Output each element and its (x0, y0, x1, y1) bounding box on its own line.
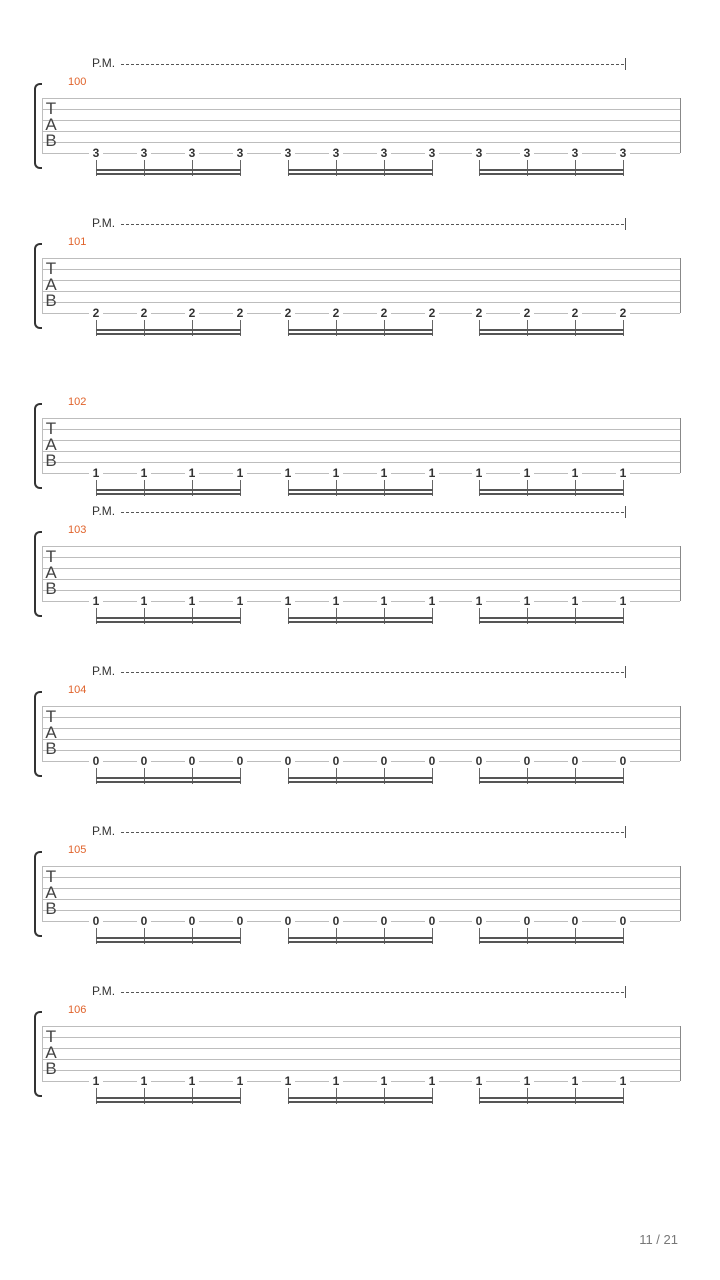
string-line (42, 910, 680, 911)
fret-number: 3 (185, 147, 199, 159)
palm-mute-label: P.M. (92, 984, 116, 998)
fret-number: 2 (329, 307, 343, 319)
bar-number: 105 (68, 844, 87, 856)
tab-clef-letter: B (45, 579, 57, 598)
tab-clef-letter: T (45, 419, 57, 438)
palm-mute-label: P.M. (92, 824, 116, 838)
tab-staff (38, 418, 682, 474)
fret-number: 0 (520, 915, 534, 927)
note-beam (288, 173, 433, 175)
tab-clef-letter: A (45, 723, 57, 742)
fret-number: 1 (329, 1075, 343, 1087)
tab-clef-letter: A (45, 275, 57, 294)
note-beam (479, 1101, 624, 1103)
tab-clef (44, 1029, 58, 1077)
string-line (42, 899, 680, 900)
string-line (42, 302, 680, 303)
note-beam (288, 169, 433, 171)
fret-number: 0 (89, 915, 103, 927)
fret-number: 1 (472, 595, 486, 607)
tab-clef-letter: A (45, 883, 57, 902)
fret-number: 3 (233, 147, 247, 159)
string-line (42, 706, 680, 707)
note-beam (96, 1097, 241, 1099)
tab-clef (44, 421, 58, 469)
note-beam (479, 493, 624, 495)
barline-start (42, 98, 43, 153)
fret-number: 0 (425, 755, 439, 767)
palm-mute-label: P.M. (92, 216, 116, 230)
fret-number: 1 (377, 467, 391, 479)
note-beam (96, 173, 241, 175)
tab-clef-letter: B (45, 291, 57, 310)
note-beam (96, 941, 241, 943)
staff-bracket (34, 531, 42, 617)
string-line (42, 1037, 680, 1038)
fret-number: 1 (425, 467, 439, 479)
fret-number: 0 (520, 755, 534, 767)
barline-start (42, 706, 43, 761)
fret-number: 0 (137, 755, 151, 767)
tab-clef-letter: T (45, 867, 57, 886)
string-line (42, 1048, 680, 1049)
barline-start (42, 866, 43, 921)
barline-start (42, 258, 43, 313)
fret-number: 1 (185, 1075, 199, 1087)
tab-system (0, 504, 720, 629)
staff-bracket (34, 403, 42, 489)
palm-mute-dashed-line (121, 512, 624, 513)
fret-number: 1 (616, 467, 630, 479)
note-beam (96, 621, 241, 623)
fret-number: 3 (568, 147, 582, 159)
fret-number: 1 (568, 1075, 582, 1087)
note-beam (288, 941, 433, 943)
note-beam (479, 621, 624, 623)
fret-number: 0 (616, 755, 630, 767)
string-line (42, 120, 680, 121)
tab-clef-letter: A (45, 563, 57, 582)
note-beam (96, 493, 241, 495)
fret-number: 2 (377, 307, 391, 319)
fret-number: 3 (472, 147, 486, 159)
staff-bracket (34, 1011, 42, 1097)
fret-number: 3 (281, 147, 295, 159)
tab-system (0, 664, 720, 789)
note-beam (479, 169, 624, 171)
note-beam (479, 333, 624, 335)
fret-number: 2 (520, 307, 534, 319)
palm-mute-end-tick (625, 986, 626, 998)
note-beam (288, 329, 433, 331)
fret-number: 1 (520, 467, 534, 479)
string-line (42, 291, 680, 292)
string-line (42, 739, 680, 740)
note-beam (96, 489, 241, 491)
fret-number: 1 (616, 595, 630, 607)
fret-number: 3 (377, 147, 391, 159)
tab-clef (44, 101, 58, 149)
fret-number: 2 (472, 307, 486, 319)
palm-mute-end-tick (625, 666, 626, 678)
string-line (42, 258, 680, 259)
string-line (42, 557, 680, 558)
fret-number: 2 (281, 307, 295, 319)
string-line (42, 280, 680, 281)
fret-number: 0 (233, 915, 247, 927)
tab-staff (38, 1026, 682, 1082)
fret-number: 2 (137, 307, 151, 319)
barline-start (42, 418, 43, 473)
barline-end (680, 418, 681, 473)
string-line (42, 1026, 680, 1027)
fret-number: 0 (281, 915, 295, 927)
note-beam (288, 777, 433, 779)
fret-number: 0 (137, 915, 151, 927)
tab-staff (38, 706, 682, 762)
fret-number: 1 (233, 1075, 247, 1087)
fret-number: 1 (137, 467, 151, 479)
fret-number: 3 (425, 147, 439, 159)
note-beam (288, 1101, 433, 1103)
staff-bracket (34, 83, 42, 169)
barline-start (42, 546, 43, 601)
fret-number: 1 (89, 595, 103, 607)
note-beam (96, 1101, 241, 1103)
string-line (42, 131, 680, 132)
string-line (42, 568, 680, 569)
tab-clef-letter: T (45, 547, 57, 566)
barline-end (680, 866, 681, 921)
note-beam (288, 493, 433, 495)
note-beam (96, 617, 241, 619)
barline-end (680, 98, 681, 153)
fret-number: 1 (137, 1075, 151, 1087)
fret-number: 3 (89, 147, 103, 159)
page-number: 11 / 21 (639, 1232, 678, 1247)
palm-mute-dashed-line (121, 832, 624, 833)
fret-number: 1 (520, 595, 534, 607)
fret-number: 2 (568, 307, 582, 319)
note-beam (479, 489, 624, 491)
tab-clef-letter: B (45, 1059, 57, 1078)
fret-number: 0 (89, 755, 103, 767)
tab-clef-letter: A (45, 1043, 57, 1062)
string-line (42, 109, 680, 110)
string-line (42, 546, 680, 547)
tab-clef-letter: A (45, 115, 57, 134)
tab-system (0, 376, 720, 501)
note-beam (288, 1097, 433, 1099)
fret-number: 1 (281, 467, 295, 479)
note-beam (479, 941, 624, 943)
fret-number: 1 (520, 1075, 534, 1087)
fret-number: 0 (616, 915, 630, 927)
fret-number: 1 (329, 467, 343, 479)
fret-number: 0 (233, 755, 247, 767)
palm-mute-dashed-line (121, 672, 624, 673)
fret-number: 1 (281, 1075, 295, 1087)
tab-clef (44, 709, 58, 757)
fret-number: 2 (425, 307, 439, 319)
fret-number: 2 (185, 307, 199, 319)
string-line (42, 451, 680, 452)
fret-number: 0 (425, 915, 439, 927)
bar-number: 103 (68, 524, 87, 536)
note-beam (96, 781, 241, 783)
fret-number: 2 (89, 307, 103, 319)
tab-system (0, 824, 720, 949)
tab-clef-letter: B (45, 899, 57, 918)
tab-clef-letter: A (45, 435, 57, 454)
palm-mute-end-tick (625, 58, 626, 70)
bar-number: 104 (68, 684, 87, 696)
fret-number: 0 (568, 755, 582, 767)
string-line (42, 579, 680, 580)
note-beam (288, 333, 433, 335)
palm-mute-label: P.M. (92, 664, 116, 678)
fret-number: 1 (233, 595, 247, 607)
fret-number: 1 (568, 595, 582, 607)
string-line (42, 440, 680, 441)
string-line (42, 429, 680, 430)
string-line (42, 728, 680, 729)
note-beam (288, 489, 433, 491)
fret-number: 1 (137, 595, 151, 607)
barline-end (680, 546, 681, 601)
fret-number: 0 (472, 915, 486, 927)
fret-number: 3 (137, 147, 151, 159)
tab-clef-letter: T (45, 99, 57, 118)
string-line (42, 462, 680, 463)
tab-clef (44, 549, 58, 597)
fret-number: 3 (616, 147, 630, 159)
note-beam (288, 621, 433, 623)
tab-clef-letter: B (45, 131, 57, 150)
note-beam (96, 169, 241, 171)
fret-number: 1 (89, 467, 103, 479)
note-beam (96, 937, 241, 939)
barline-end (680, 1026, 681, 1081)
bar-number: 102 (68, 396, 87, 408)
fret-number: 0 (568, 915, 582, 927)
string-line (42, 142, 680, 143)
fret-number: 1 (472, 1075, 486, 1087)
tab-clef-letter: T (45, 707, 57, 726)
fret-number: 1 (425, 1075, 439, 1087)
tab-staff (38, 546, 682, 602)
string-line (42, 866, 680, 867)
tab-clef (44, 261, 58, 309)
note-beam (96, 777, 241, 779)
fret-number: 0 (329, 755, 343, 767)
tab-system (0, 56, 720, 181)
tab-clef (44, 869, 58, 917)
string-line (42, 1070, 680, 1071)
tab-clef-letter: B (45, 451, 57, 470)
fret-number: 0 (185, 915, 199, 927)
bar-number: 106 (68, 1004, 87, 1016)
string-line (42, 1059, 680, 1060)
fret-number: 3 (520, 147, 534, 159)
palm-mute-end-tick (625, 218, 626, 230)
string-line (42, 418, 680, 419)
palm-mute-dashed-line (121, 64, 624, 65)
palm-mute-label: P.M. (92, 56, 116, 70)
note-beam (479, 617, 624, 619)
fret-number: 2 (233, 307, 247, 319)
note-beam (479, 173, 624, 175)
tab-staff (38, 98, 682, 154)
tab-clef-letter: T (45, 259, 57, 278)
fret-number: 0 (377, 915, 391, 927)
note-beam (479, 937, 624, 939)
note-beam (479, 777, 624, 779)
staff-bracket (34, 851, 42, 937)
palm-mute-dashed-line (121, 224, 624, 225)
string-line (42, 269, 680, 270)
string-line (42, 98, 680, 99)
fret-number: 1 (185, 467, 199, 479)
note-beam (479, 329, 624, 331)
tab-system (0, 216, 720, 341)
string-line (42, 877, 680, 878)
note-beam (479, 1097, 624, 1099)
string-line (42, 750, 680, 751)
fret-number: 1 (281, 595, 295, 607)
tab-clef-letter: B (45, 739, 57, 758)
note-beam (288, 937, 433, 939)
palm-mute-end-tick (625, 506, 626, 518)
barline-end (680, 258, 681, 313)
fret-number: 1 (568, 467, 582, 479)
fret-number: 1 (377, 1075, 391, 1087)
staff-bracket (34, 691, 42, 777)
note-beam (479, 781, 624, 783)
tab-staff (38, 258, 682, 314)
palm-mute-end-tick (625, 826, 626, 838)
fret-number: 1 (329, 595, 343, 607)
bar-number: 100 (68, 76, 87, 88)
fret-number: 1 (425, 595, 439, 607)
fret-number: 0 (329, 915, 343, 927)
fret-number: 0 (472, 755, 486, 767)
fret-number: 1 (472, 467, 486, 479)
tab-system (0, 984, 720, 1109)
fret-number: 1 (616, 1075, 630, 1087)
palm-mute-label: P.M. (92, 504, 116, 518)
string-line (42, 590, 680, 591)
barline-start (42, 1026, 43, 1081)
fret-number: 0 (185, 755, 199, 767)
fret-number: 0 (377, 755, 391, 767)
tab-staff (38, 866, 682, 922)
palm-mute-dashed-line (121, 992, 624, 993)
note-beam (288, 617, 433, 619)
tab-clef-letter: T (45, 1027, 57, 1046)
fret-number: 1 (185, 595, 199, 607)
fret-number: 0 (281, 755, 295, 767)
fret-number: 3 (329, 147, 343, 159)
note-beam (96, 329, 241, 331)
fret-number: 1 (89, 1075, 103, 1087)
string-line (42, 717, 680, 718)
staff-bracket (34, 243, 42, 329)
note-beam (96, 333, 241, 335)
bar-number: 101 (68, 236, 87, 248)
fret-number: 1 (377, 595, 391, 607)
barline-end (680, 706, 681, 761)
string-line (42, 888, 680, 889)
note-beam (288, 781, 433, 783)
fret-number: 2 (616, 307, 630, 319)
fret-number: 1 (233, 467, 247, 479)
